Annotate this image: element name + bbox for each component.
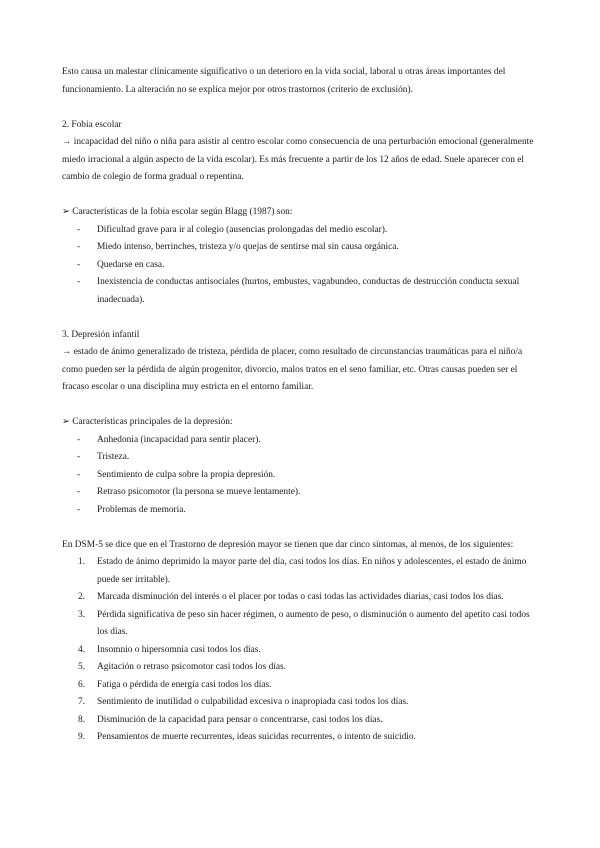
section-2-subheading: ➢ Características de la fobia escolar según Blagg (1987) son: <box>62 207 293 217</box>
number-marker: 9. <box>78 732 86 742</box>
list-item: 3. Pérdida significativa de peso sin hacer régimen, o aumento de peso, o disminución o aumento del apetito casi todos los días. <box>62 607 542 642</box>
list-item: 2. Marcada disminución del interés o el placer por todas o casi todas las actividades diarias, casi todos los días. <box>62 589 542 607</box>
dash-marker: - <box>77 469 81 480</box>
number-marker: 4. <box>78 644 86 655</box>
list-item: 8. Disminución de la capacidad para pensar o concentrarse, casi todos los días. <box>62 712 542 730</box>
list-item: 9. Pensamientos de muerte recurrentes, ideas suicidas recurrentes, o intento de suicidio. <box>62 729 542 747</box>
dash-marker: - <box>77 487 81 497</box>
section-3-description: → estado de ánimo generalizado de tristeza, pérdida de placer, como resultado de circunstancias traumáticas para el niño/a como pueden ser la pérdida de algún progenitor, divorcio, malos tratos en el seno familiar, etc. Otras causas pueden ser el fracaso escolar o una disciplina muy estricta en el entorno familiar. <box>62 347 523 392</box>
list-item: - Miedo intenso, berrinches, tristeza y/o quejas de sentirse mal sin causa orgánica. <box>62 239 542 257</box>
list-item: 6. Fatiga o pérdida de energía casi todos los días. <box>62 677 542 695</box>
fobia-characteristics-list <box>62 222 542 310</box>
list-item: 7. Sentimiento de inutilidad o culpabilidad excesiva o inapropiada casi todos los días. <box>62 694 542 712</box>
number-marker: 7. <box>78 697 86 707</box>
dash-marker: - <box>77 452 81 462</box>
dash-marker: - <box>77 242 81 252</box>
section-2-description: → incapacidad del niño o niña para asistir al centro escolar como consecuencia de una perturbación emocional (generalmente miedo irracional a algún aspecto de la vida escolar). Es más frecuente a partir de los 12 años de edad. Suele aparecer con el cambio de colegio de forma gradual o repentina. <box>62 137 534 182</box>
list-item: 5. Agitación o retraso psicomotor casi todos los días. <box>62 659 542 677</box>
dash-marker: - <box>77 224 81 235</box>
number-marker: 8. <box>78 714 86 725</box>
dash-marker: - <box>77 504 81 515</box>
dash-marker: - <box>77 434 81 445</box>
list-item: - Quedarse en casa. <box>62 257 542 275</box>
number-marker: 6. <box>78 679 86 690</box>
list-item: - Sentimiento de culpa sobre la propia depresión. <box>62 467 542 485</box>
depression-characteristics-list <box>62 432 542 520</box>
dsm-criteria-list <box>62 554 542 747</box>
dash-marker: - <box>77 259 81 270</box>
list-item: - Anhedonia (incapacidad para sentir placer). <box>62 432 542 450</box>
list-item: 1. Estado de ánimo deprimido la mayor parte del día, casi todos los días. En niños y adolescentes, el estado de ánimo puede ser irritable). <box>62 554 542 589</box>
list-item: - Tristeza. <box>62 449 542 467</box>
section-2-title: 2. Fobia escolar <box>62 119 122 130</box>
intro-paragraph: Esto causa un malestar clínicamente significativo o un deterioro en la vida social, laboral u otras áreas importantes del funcionamiento. La alteración no se explica mejor por otros trastornos (criterio de exclusión). <box>62 67 506 95</box>
list-item: - Dificultad grave para ir al colegio (ausencias prolongadas del medio escolar). <box>62 222 542 240</box>
number-marker: 1. <box>78 557 86 567</box>
dash-marker: - <box>77 277 81 287</box>
document-body <box>62 64 542 747</box>
section-3-subheading: ➢ Características principales de la depresión: <box>62 417 233 427</box>
section-3-title: 3. Depresión infantil <box>62 329 140 340</box>
number-marker: 5. <box>78 662 86 672</box>
list-item: - Retraso psicomotor (la persona se mueve lentamente). <box>62 484 542 502</box>
list-item: - Problemas de memoria. <box>62 502 542 520</box>
number-marker: 2. <box>78 592 86 602</box>
number-marker: 3. <box>78 609 86 620</box>
list-item: - Inexistencia de conductas antisociales (hurtos, embustes, vagabundeo, conductas de destrucción conducta sexual inadecuada). <box>62 274 542 309</box>
list-item: 4. Insomnio o hipersomnia casi todos los días. <box>62 642 542 660</box>
dsm-intro: En DSM-5 se dice que en el Trastorno de depresión mayor se tienen que dar cinco síntomas, al menos, de los siguientes: <box>62 539 514 550</box>
